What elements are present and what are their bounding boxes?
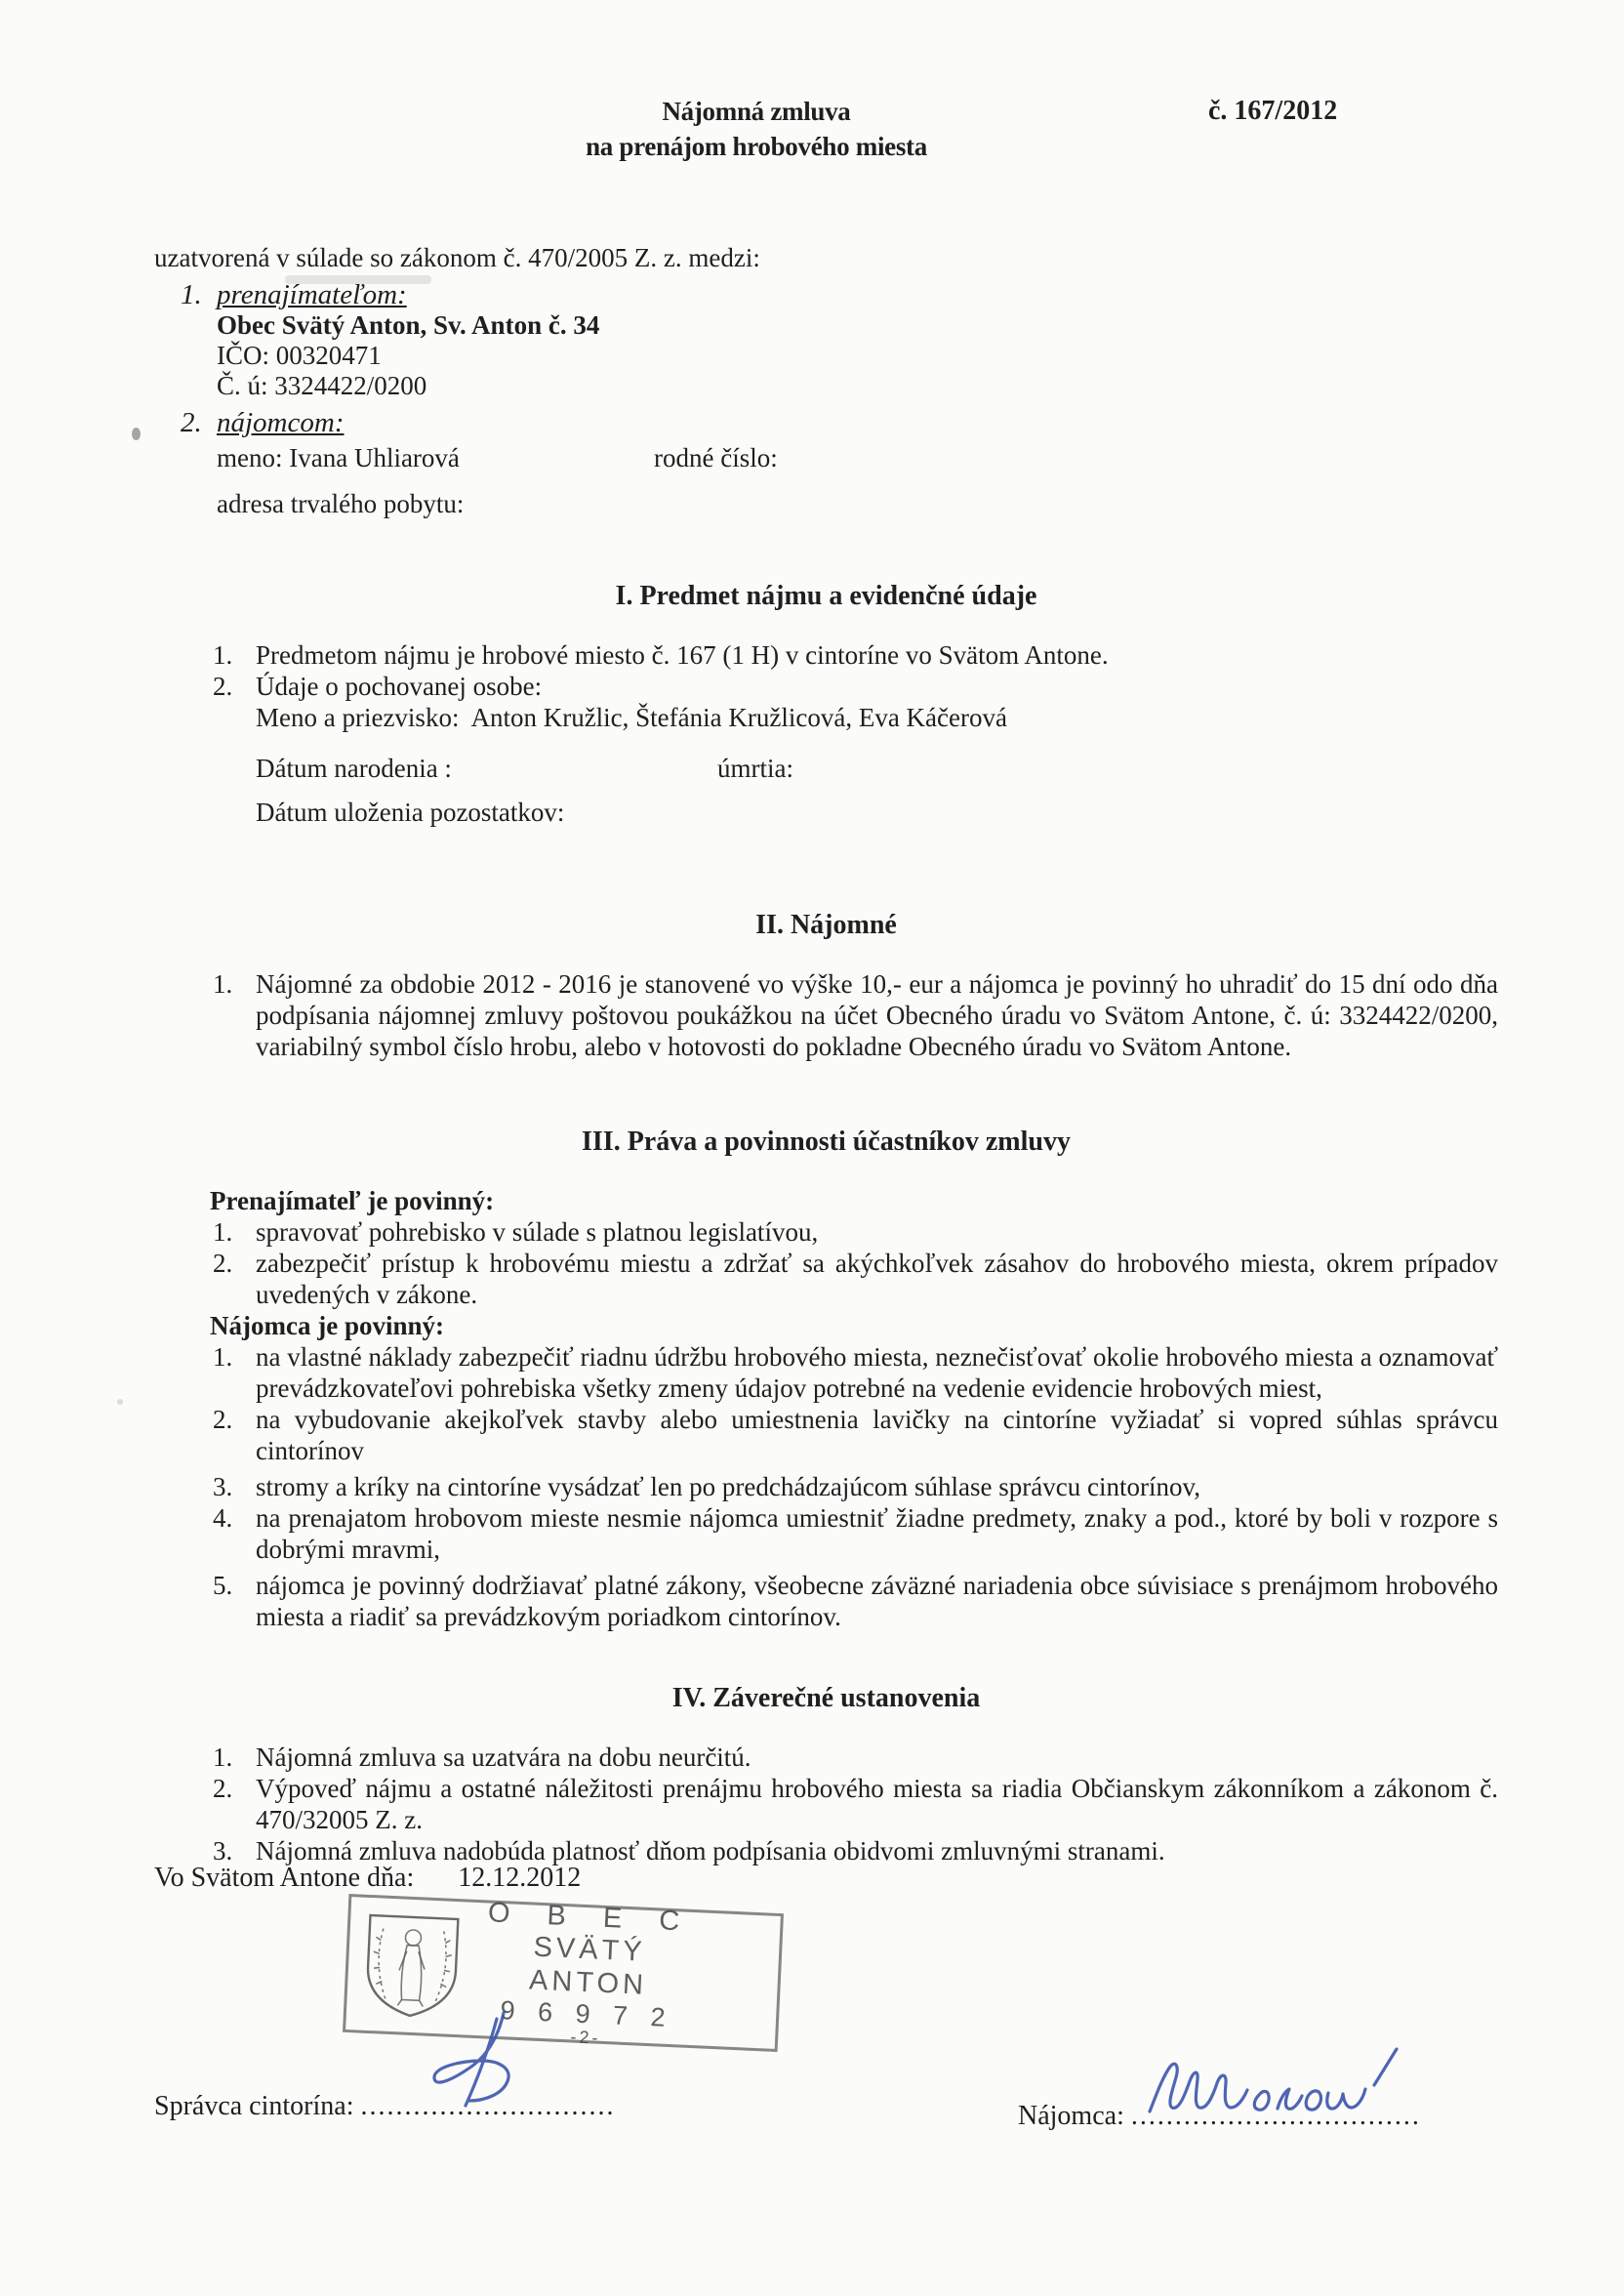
- scan-speck: [117, 1399, 123, 1405]
- section-1-list: [154, 639, 1498, 828]
- list-item: 1. Predmetom nájmu je hrobové miesto č. 167 (1 H) v cintoríne vo Svätom Antone.: [154, 639, 1498, 671]
- list-item: 4. na prenajatom hrobovom mieste nesmie nájomca umiestniť žiadne predmety, znaky a pod., ktoré by boli v rozpore s dobrými mravmi,: [213, 1503, 1498, 1564]
- stamp-text: [468, 1897, 709, 2052]
- list-item: 5. nájomca je povinný dodržiavať platné zákony, všeobecne záväzné nariadenia obce súvisiace s prenájmom hrobového miesta a riadiť sa prevádzkovým poriadkom cintorínov.: [213, 1571, 1498, 1631]
- section-4-heading: IV. Záverečné ustanovenia: [671, 1683, 981, 1713]
- item-text: na vybudovanie akejkoľvek stavby alebo umiestnenia lavičky na cintoríne vyžiadať si vopred súhlas správcu cintorínov: [256, 1405, 1498, 1465]
- item-text: na prenajatom hrobovom mieste nesmie nájomca umiestniť žiadne predmety, znaky a pod., ktoré by boli v rozpore s dobrými mravmi,: [256, 1503, 1498, 1564]
- tenant-name-field: meno: Ivana Uhliarová: [217, 443, 460, 472]
- item-text: Nájomná zmluva nadobúda platnosť dňom podpísania obidvomi zmluvnými stranami.: [256, 1836, 1165, 1866]
- title-line-2: na prenájom hrobového miesta: [586, 132, 927, 161]
- party-tenant: [154, 407, 1498, 519]
- section-2-heading: II. Nájomné: [755, 910, 897, 940]
- party-tenant-label: nájomcom:: [217, 407, 345, 438]
- coat-of-arms-icon: [358, 1910, 467, 2023]
- death-date-field: úmrtia:: [717, 754, 793, 783]
- list-item: 2. na vybudovanie akejkoľvek stavby alebo umiestnenia lavičky na cintoríne vyžiadať si vopred súhlas správcu cintorínov: [213, 1405, 1498, 1465]
- item-text: zabezpečiť prístup k hrobovému miestu a zdržať sa akýchkoľvek zásahov do hrobového miesta, okrem prípadov uvedených v zákone.: [256, 1249, 1498, 1309]
- list-item: 2. Výpoveď nájmu a ostatné náležitosti prenájmu hrobového miesta sa riadia Občianskym zákonníkom a zákonom č. 470/32005 Z. z.: [213, 1774, 1498, 1834]
- party-number: 2.: [181, 407, 202, 438]
- list-item: 1. Nájomné za obdobie 2012 - 2016 je stanovené vo výške 10,- eur a nájomca je povinný ho uhradiť do 15 dní odo dňa podpísania nájomnej zmluvy poštovou poukážkou na účet Obecného úradu vo Svätom Antone, č. ú: 3324422/0200, variabilný symbol číslo hrobu, alebo v hotovosti do pokladne Obecného úradu vo Svätom Antone.: [213, 969, 1498, 1061]
- obec-stamp: [343, 1894, 784, 2052]
- landlord-duties-heading: Prenajímateľ je povinný:: [210, 1186, 495, 1215]
- tenant-duties-heading: Nájomca je povinný:: [210, 1311, 444, 1340]
- date-value: 12.12.2012: [458, 1863, 582, 1893]
- signature-dots: .............................: [360, 2091, 616, 2121]
- list-item: 1. na vlastné náklady zabezpečiť riadnu údržbu hrobového miesta, neznečisťovať okolie hrobového miesta a oznamovať prevádzkovateľovi pohrebiska všetky zmeny údajov potrebné na vedenie evidencie hrobových miest,: [213, 1342, 1498, 1403]
- contract-body: [154, 242, 1498, 1866]
- place-date-line: [154, 1863, 581, 1894]
- item-text: nájomca je povinný dodržiavať platné zákony, všeobecne záväzné nariadenia obce súvisiace s prenájmom hrobového miesta a riadiť sa prevádzkovým poriadkom cintorínov.: [256, 1571, 1498, 1631]
- item-text: Údaje o pochovanej osobe:: [256, 672, 543, 701]
- list-item: 3. stromy a kríky na cintoríne vysádzať len po predchádzajúcom súhlase správcu cintorínov,: [154, 1471, 1498, 1502]
- deceased-names-field: Meno a priezvisko: Anton Kružlic, Štefánia Kružlicová, Eva Káčerová: [256, 703, 1007, 732]
- cemetery-admin-signature-line: [154, 2091, 615, 2122]
- item-text: Nájomná zmluva sa uzatvára na dobu neurčitú.: [256, 1742, 751, 1772]
- place-label: Vo Svätom Antone dňa:: [154, 1863, 415, 1893]
- list-item: 2. Údaje o pochovanej osobe:: [154, 671, 1498, 702]
- section-1-heading: I. Predmet nájmu a evidenčné údaje: [615, 581, 1037, 611]
- section-3-heading: III. Práva a povinnosti účastníkov zmluvy: [582, 1127, 1071, 1157]
- tenant-signature-line: [1018, 2101, 1421, 2132]
- party-landlord-label: prenajímateľom:: [217, 279, 407, 310]
- signature-dots: .................................: [1130, 2101, 1421, 2131]
- item-text: stromy a kríky na cintoríne vysádzať len po predchádzajúcom súhlase správcu cintorínov,: [256, 1472, 1200, 1501]
- landlord-name: Obec Svätý Anton, Sv. Anton č. 34: [217, 310, 600, 340]
- spravca-label: Správca cintorína:: [154, 2091, 354, 2121]
- burial-date-field: Dátum uloženia pozostatkov:: [256, 798, 565, 827]
- document-title: [556, 94, 956, 164]
- item-text: Predmetom nájmu je hrobové miesto č. 167 (1 H) v cintoríne vo Svätom Antone.: [256, 640, 1109, 670]
- stamp-line-zip: 9 6 9 7 2: [499, 1995, 674, 2033]
- list-item: 1. spravovať pohrebisko v súlade s platnou legislatívou,: [154, 1216, 1498, 1248]
- title-line-1: Nájomná zmluva: [662, 97, 851, 126]
- rent-terms-text: Nájomné za obdobie 2012 - 2016 je stanovené vo výške 10,- eur a nájomca je povinný ho uhradiť do 15 dní odo dňa podpísania nájomnej zmluvy poštovou poukážkou na účet Obecného úradu vo Svätom Antone, č. ú: 3324422/0200, variabilný symbol číslo hrobu, alebo v hotovosti do pokladne Obecného úradu vo Svätom Antone.: [256, 969, 1498, 1061]
- birth-number-field: rodné číslo:: [654, 443, 778, 472]
- landlord-account: Č. ú: 3324422/0200: [217, 371, 427, 400]
- birth-date-field: Dátum narodenia :: [256, 754, 452, 783]
- scan-speck: [132, 428, 141, 440]
- item-text: spravovať pohrebisko v súlade s platnou legislatívou,: [256, 1217, 819, 1247]
- list-item: 2. zabezpečiť prístup k hrobovému miestu a zdržať sa akýchkoľvek zásahov do hrobového miesta, okrem prípadov uvedených v zákone.: [213, 1249, 1498, 1309]
- stamp-line-index: -2-: [570, 2027, 601, 2048]
- stamp-line-village: SVÄTÝ ANTON: [528, 1931, 648, 2001]
- list-item: 3. Nájomná zmluva nadobúda platnosť dňom podpísania obidvomi zmluvnými stranami.: [154, 1835, 1498, 1866]
- intro-line: uzatvorená v súlade so zákonom č. 470/2005 Z. z. medzi:: [154, 243, 760, 272]
- stamp-line-obec: O B E C: [487, 1897, 695, 1939]
- najomca-label: Nájomca:: [1018, 2101, 1124, 2131]
- party-number: 1.: [181, 279, 202, 310]
- list-item: 1. Nájomná zmluva sa uzatvára na dobu neurčitú.: [154, 1742, 1498, 1773]
- item-text: Výpoveď nájmu a ostatné náležitosti prenájmu hrobového miesta sa riadia Občianskym zákonníkom a zákonom č. 470/32005 Z. z.: [256, 1774, 1498, 1834]
- contract-number: č. 167/2012: [1208, 96, 1338, 126]
- party-landlord: [154, 279, 1498, 401]
- signature-accent-stroke: [1374, 2049, 1397, 2085]
- item-text: na vlastné náklady zabezpečiť riadnu údržbu hrobového miesta, neznečisťovať okolie hrobového miesta a oznamovať prevádzkovateľovi pohrebiska všetky zmeny údajov potrebné na vedenie evidencie hrobových miest,: [256, 1342, 1498, 1403]
- landlord-ico: IČO: 00320471: [217, 341, 382, 370]
- address-field: adresa trvalého pobytu:: [217, 489, 465, 518]
